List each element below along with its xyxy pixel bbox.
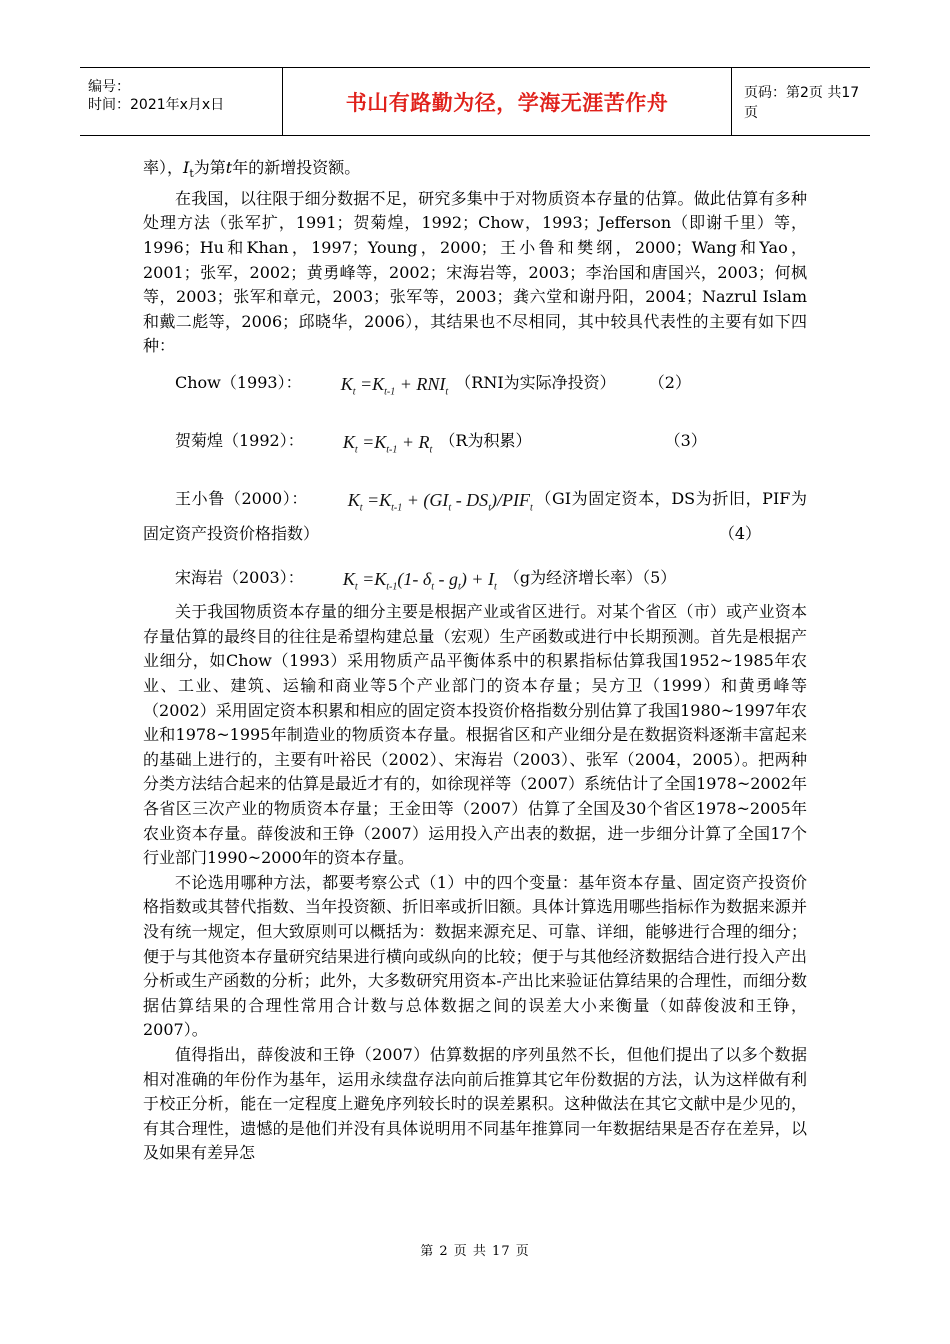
equation-5 bbox=[143, 566, 807, 600]
header-page-cell bbox=[732, 68, 870, 135]
header-meta-cell bbox=[80, 68, 283, 135]
header-motto: 书山有路勤为径，学海无涯苦作舟 bbox=[345, 90, 669, 115]
equation-2 bbox=[143, 371, 807, 405]
equation-5-number: （5） bbox=[642, 568, 677, 588]
paragraph-review: 在我国，以往限于细分数据不足，研究多集中于对物质资本存量的估算。做此估算有多种处理方法（张军扩，1991；贺菊煌，1992；Chow，1993；Jefferson（即谢千里）等，1996；Hu和Khan，1997；Young，2000；王小鲁和樊纲，2000；Wang和Yao，2001；张军，2002；黄勇峰等，2002；宋海岩等，2003；李治国和唐国兴，2003；何枫等，2003；张军和章元，2003；张军等，2003；龚六堂和谢丹阳，2004；Nazrul Islam和戴二彪等，2006；邱晓华，2006），其结果也不尽相同，其中较具代表性的主要有如下四种： bbox=[143, 188, 807, 356]
equation-2-label: Chow（1993）： bbox=[175, 372, 302, 392]
equation-4-label: 王小鲁（2000）： bbox=[175, 489, 308, 509]
equation-3 bbox=[143, 429, 807, 463]
equation-3-label: 贺菊煌（1992）： bbox=[175, 431, 304, 451]
equation-3-note: （R为积累） bbox=[439, 431, 532, 451]
page-footer: 第 2 页 共 17 页 bbox=[420, 1244, 530, 1259]
equation-3-number: （3） bbox=[664, 431, 707, 451]
paragraph-note: 值得指出，薛俊波和王铮（2007）估算数据的序列虽然不长，但他们提出了以多个数据相对准确的年份作为基年，运用永续盘存法向前后推算其它年份数据的方法，认为这样做有利于校正分析，能在一定程度上避免序列较长时的误差累积。这种做法在其它文献中是少见的，有其合理性，遗憾的是他们并没有具体说明用不同基年推算同一年数据结果是否存在差异，以及如果有差异怎 bbox=[143, 1044, 807, 1163]
equation-2-formula: $K_t =K_{t-1} + RNI_t$ bbox=[340, 373, 449, 398]
equation-5-label: 宋海岩（2003）： bbox=[175, 568, 304, 588]
equation-2-number: （2） bbox=[648, 372, 691, 392]
paragraph-subdivision: 关于我国物质资本存量的细分主要是根据产业或省区进行。对某个省区（市）或产业资本存量估算的最终目的往往是希望构建总量（宏观）生产函数或进行中长期预测。首先是根据产业细分，如Chow（1993）采用物质产品平衡体系中的积累指标估算我国1952~1985年农业、工业、建筑、运输和商业等5个产业部门的资本存量；吴方卫（1999）和黄勇峰等（2002）采用固定资本积累和相应的固定资本投资价格指数分别估算了我国1980~1997年农业和1978~1995年制造业的物质资本存量。根据省区和产业细分是在数据资料逐渐丰富起来的基础上进行的，主要有叶裕民（2002）、宋海岩（2003）、张军（2004，2005）。把两种分类方法结合起来的估算是最近才有的，如徐现祥等（2007）系统估计了全国1978~2002年各省区三次产业的物质资本存量；王金田等（2007）估算了全国及30个省区1978~2005年农业资本存量。薛俊波和王铮（2007）运用投入产出表的数据，进一步细分计算了全国17个行业部门1990~2000年的资本存量。 bbox=[143, 602, 807, 868]
document-body bbox=[143, 156, 807, 1166]
equation-5-note: （g为经济增长率） bbox=[503, 568, 643, 588]
paragraph-variables: 不论选用哪种方法，都要考察公式（1）中的四个变量：基年资本存量、固定资产投资价格指数或其替代指数、当年投资额、折旧率或折旧额。具体计算选用哪些指标作为数据来源并没有统一规定，但大致原则可以概括为：数据来源充足、可靠、详细，能够进行合理的细分；便于与其他资本存量研究结果进行横向或纵向的比较；便于与其他经济数据结合进行投入产出分析或生产函数的分析；此外，大多数研究用资本-产出比来验证估算结果的合理性，而细分数据估算结果的合理性常用合计数与总体数据之间的误差大小来衡量（如薛俊波和王铮，2007）。 bbox=[143, 872, 807, 1040]
equation-3-formula: $K_t =K_{t-1} + R_t$ bbox=[342, 432, 433, 456]
paragraph-intro-fragment: 率），$I_t$为第t年的新增投资额。 bbox=[143, 158, 361, 181]
equation-4-note: （GI为固定资本，DS为折旧，PIF为固定资产投资价格指数） bbox=[143, 489, 807, 543]
equation-2-note: （RNI为实际净投资） bbox=[455, 372, 616, 392]
code-label: 编号： bbox=[88, 79, 130, 95]
equation-4 bbox=[143, 487, 807, 546]
equation-4-number: （4） bbox=[718, 523, 761, 543]
header-page-info: 页码：第2页 共17页 bbox=[744, 84, 860, 121]
equation-4-formula: $K_t =K_{t-1} + (GI_t - DS_t)/PIF_t$ bbox=[347, 490, 533, 514]
page-header bbox=[80, 67, 870, 136]
date-label: 时间：2021年x月x日 bbox=[88, 97, 225, 113]
header-motto-cell bbox=[283, 68, 732, 135]
equation-5-formula: $K_t =K_{t-1}(1-$ $\delta_t - g_t) + I_t$ bbox=[342, 569, 497, 593]
